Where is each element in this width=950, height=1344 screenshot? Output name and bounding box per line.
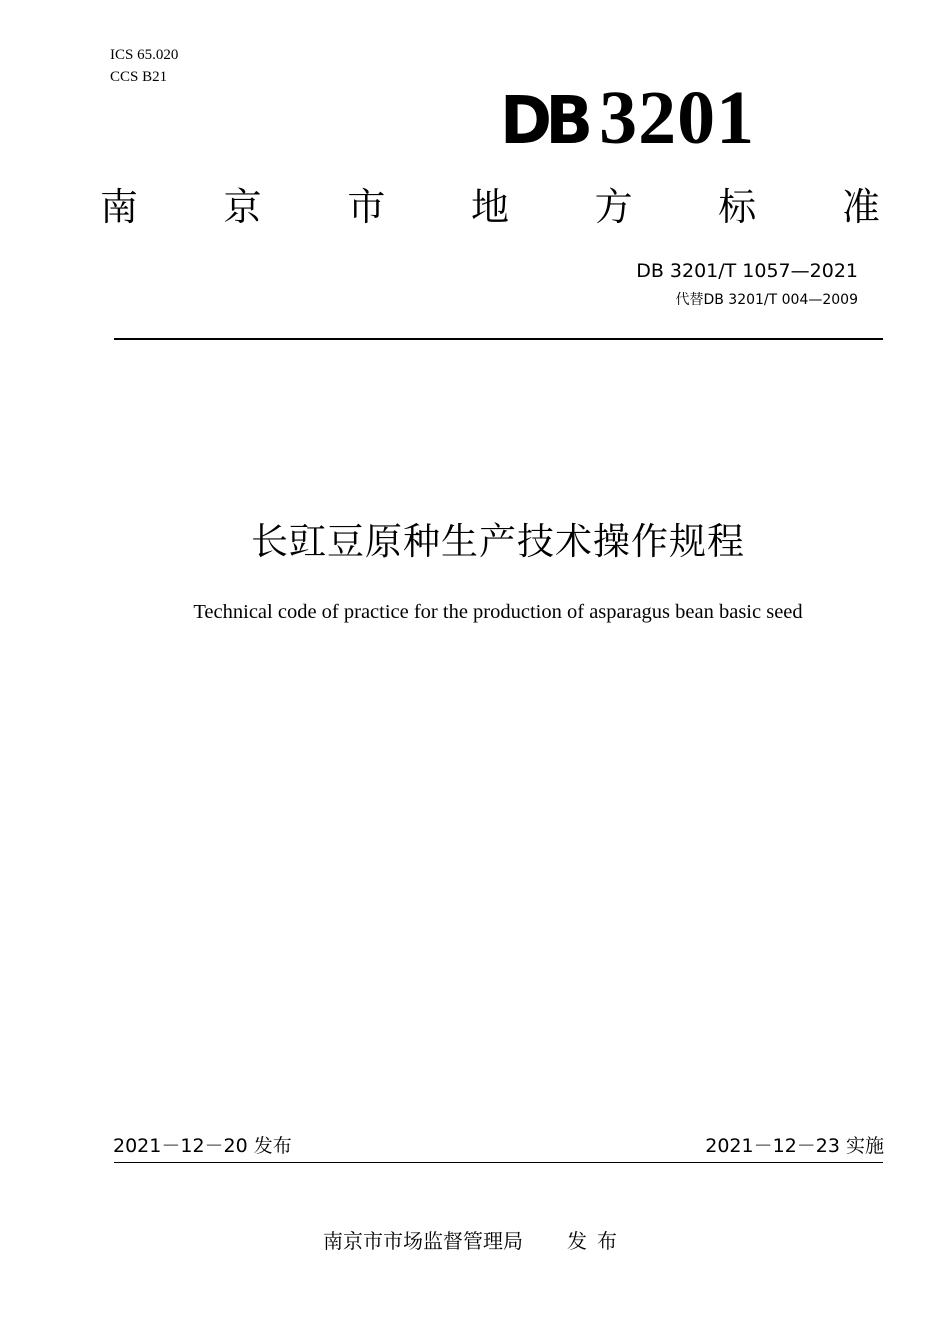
footer-divider bbox=[114, 1162, 883, 1163]
db-letters: DB bbox=[500, 82, 587, 159]
implementation-date: 2021－12－23 实施 bbox=[705, 1135, 884, 1157]
standard-type-char: 方 bbox=[594, 185, 633, 229]
standard-type-char: 标 bbox=[718, 185, 757, 229]
issuer bbox=[323, 1226, 627, 1256]
standard-type-char: 准 bbox=[841, 185, 880, 229]
ccs-code: CCS B21 bbox=[110, 69, 168, 85]
standard-type-char: 京 bbox=[223, 185, 262, 229]
standard-type-char: 市 bbox=[347, 185, 386, 229]
issue-date: 2021－12－20 发布 bbox=[113, 1135, 292, 1157]
header-divider bbox=[114, 338, 883, 340]
standard-number: DB 3201/T 1057—2021 bbox=[636, 260, 858, 282]
issuer-name: 南京市市场监督管理局 bbox=[323, 1229, 523, 1253]
document-title-zh: 长豇豆原种生产技术操作规程 bbox=[251, 520, 745, 563]
db-logo-mark bbox=[500, 78, 755, 179]
replaces-standard: 代替DB 3201/T 004—2009 bbox=[675, 292, 858, 308]
document-title-en: Technical code of practice for the production of asparagus bean basic seed bbox=[193, 601, 803, 623]
issuer-suffix: 发布 bbox=[567, 1229, 627, 1253]
db-region-number: 3201 bbox=[599, 76, 756, 160]
standard-type-char: 地 bbox=[470, 185, 509, 229]
ics-code: ICS 65.020 bbox=[110, 47, 179, 63]
standard-type-char: 南 bbox=[100, 185, 139, 229]
standard-type-heading bbox=[100, 182, 880, 232]
